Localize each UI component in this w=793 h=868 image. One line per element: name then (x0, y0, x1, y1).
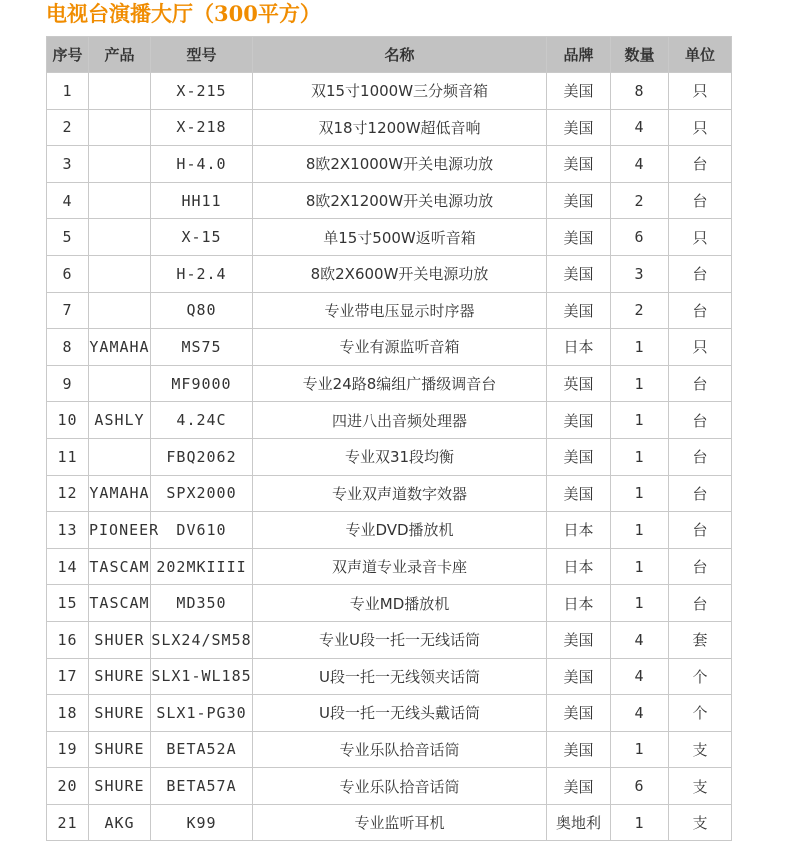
cell-no: 10 (47, 402, 89, 439)
cell-brand: 美国 (547, 438, 611, 475)
cell-qty: 4 (611, 695, 669, 732)
cell-name: 专业DVD播放机 (253, 512, 547, 549)
cell-product (89, 109, 151, 146)
cell-brand: 美国 (547, 658, 611, 695)
cell-brand: 美国 (547, 768, 611, 805)
table-row (47, 768, 732, 805)
cell-no: 6 (47, 255, 89, 292)
cell-model: H-4.0 (151, 146, 253, 183)
cell-brand: 美国 (547, 402, 611, 439)
cell-qty: 1 (611, 365, 669, 402)
cell-name: 专业监听耳机 (253, 804, 547, 841)
cell-unit: 套 (669, 621, 732, 658)
cell-product (89, 255, 151, 292)
cell-name: 8欧2X1000W开关电源功放 (253, 146, 547, 183)
table-row (47, 695, 732, 732)
cell-model: SLX1-PG30 (151, 695, 253, 732)
cell-unit: 台 (669, 585, 732, 622)
cell-unit: 台 (669, 475, 732, 512)
table-row (47, 255, 732, 292)
cell-model: 202MKIIII (151, 548, 253, 585)
table-row (47, 512, 732, 549)
cell-qty: 1 (611, 731, 669, 768)
cell-brand: 奥地利 (547, 804, 611, 841)
cell-model: HH11 (151, 182, 253, 219)
cell-name: 专业双声道数字效器 (253, 475, 547, 512)
header-name: 名称 (253, 37, 547, 73)
cell-no: 9 (47, 365, 89, 402)
cell-brand: 美国 (547, 73, 611, 110)
cell-model: Q80 (151, 292, 253, 329)
cell-model: MF9000 (151, 365, 253, 402)
cell-product: YAMAHA (89, 475, 151, 512)
cell-qty: 8 (611, 73, 669, 110)
cell-no: 16 (47, 621, 89, 658)
cell-no: 8 (47, 329, 89, 366)
cell-qty: 1 (611, 804, 669, 841)
cell-name: 专业乐队拾音话筒 (253, 731, 547, 768)
cell-qty: 4 (611, 621, 669, 658)
cell-unit: 台 (669, 146, 732, 183)
table-row (47, 219, 732, 256)
cell-product: SHUER (89, 621, 151, 658)
cell-product: TASCAM (89, 548, 151, 585)
cell-product: ASHLY (89, 402, 151, 439)
cell-unit: 支 (669, 731, 732, 768)
cell-product: AKG (89, 804, 151, 841)
cell-product: TASCAM (89, 585, 151, 622)
table-row (47, 365, 732, 402)
cell-product: SHURE (89, 658, 151, 695)
cell-brand: 美国 (547, 255, 611, 292)
cell-qty: 1 (611, 438, 669, 475)
cell-brand: 美国 (547, 731, 611, 768)
cell-name: 8欧2X600W开关电源功放 (253, 255, 547, 292)
table-row (47, 109, 732, 146)
cell-unit: 台 (669, 255, 732, 292)
cell-qty: 4 (611, 146, 669, 183)
cell-name: 专业带电压显示时序器 (253, 292, 547, 329)
cell-unit: 个 (669, 695, 732, 732)
cell-brand: 美国 (547, 146, 611, 183)
cell-no: 13 (47, 512, 89, 549)
table-header-row (47, 37, 732, 73)
table-row (47, 182, 732, 219)
cell-qty: 1 (611, 512, 669, 549)
cell-name: 专业24路8编组广播级调音台 (253, 365, 547, 402)
cell-no: 3 (47, 146, 89, 183)
cell-qty: 2 (611, 292, 669, 329)
cell-unit: 个 (669, 658, 732, 695)
cell-model: FBQ2062 (151, 438, 253, 475)
cell-no: 7 (47, 292, 89, 329)
cell-unit: 支 (669, 768, 732, 805)
cell-no: 17 (47, 658, 89, 695)
header-unit: 单位 (669, 37, 732, 73)
cell-qty: 2 (611, 182, 669, 219)
cell-name: U段一托一无线头戴话筒 (253, 695, 547, 732)
table-body (47, 73, 732, 841)
cell-qty: 1 (611, 402, 669, 439)
cell-unit: 支 (669, 804, 732, 841)
cell-brand: 日本 (547, 548, 611, 585)
table-row (47, 621, 732, 658)
cell-qty: 4 (611, 109, 669, 146)
header-product: 产品 (89, 37, 151, 73)
cell-no: 19 (47, 731, 89, 768)
cell-unit: 只 (669, 109, 732, 146)
cell-qty: 6 (611, 219, 669, 256)
cell-model: X-15 (151, 219, 253, 256)
cell-name: 专业乐队拾音话筒 (253, 768, 547, 805)
cell-qty: 6 (611, 768, 669, 805)
cell-unit: 台 (669, 402, 732, 439)
cell-unit: 只 (669, 219, 732, 256)
cell-product (89, 365, 151, 402)
cell-model: MD350 (151, 585, 253, 622)
cell-brand: 日本 (547, 585, 611, 622)
cell-qty: 3 (611, 255, 669, 292)
cell-qty: 1 (611, 329, 669, 366)
cell-name: 双15寸1000W三分频音箱 (253, 73, 547, 110)
header-model: 型号 (151, 37, 253, 73)
cell-model: K99 (151, 804, 253, 841)
cell-model: BETA52A (151, 731, 253, 768)
header-no: 序号 (47, 37, 89, 73)
cell-unit: 只 (669, 73, 732, 110)
table-row (47, 329, 732, 366)
cell-name: 四进八出音频处理器 (253, 402, 547, 439)
cell-name: U段一托一无线领夹话筒 (253, 658, 547, 695)
table-row (47, 146, 732, 183)
cell-product: SHURE (89, 768, 151, 805)
cell-name: 专业双31段均衡 (253, 438, 547, 475)
cell-no: 4 (47, 182, 89, 219)
table-row (47, 402, 732, 439)
cell-unit: 台 (669, 512, 732, 549)
cell-brand: 美国 (547, 219, 611, 256)
cell-brand: 美国 (547, 475, 611, 512)
cell-model: 4.24C (151, 402, 253, 439)
cell-brand: 美国 (547, 182, 611, 219)
cell-model: SPX2000 (151, 475, 253, 512)
cell-model: MS75 (151, 329, 253, 366)
cell-brand: 日本 (547, 512, 611, 549)
page-title: 电视台演播大厅（300平方） (46, 1, 321, 26)
cell-brand: 美国 (547, 292, 611, 329)
table-row (47, 658, 732, 695)
cell-brand: 美国 (547, 695, 611, 732)
cell-product (89, 219, 151, 256)
cell-product (89, 292, 151, 329)
cell-no: 5 (47, 219, 89, 256)
cell-name: 专业U段一托一无线话筒 (253, 621, 547, 658)
cell-name: 专业MD播放机 (253, 585, 547, 622)
cell-unit: 台 (669, 438, 732, 475)
cell-no: 12 (47, 475, 89, 512)
cell-name: 双声道专业录音卡座 (253, 548, 547, 585)
table-row (47, 475, 732, 512)
cell-unit: 台 (669, 182, 732, 219)
cell-unit: 台 (669, 365, 732, 402)
cell-product: PIONEER (89, 512, 151, 549)
cell-name: 专业有源监听音箱 (253, 329, 547, 366)
cell-no: 21 (47, 804, 89, 841)
cell-qty: 1 (611, 475, 669, 512)
table-row (47, 804, 732, 841)
equipment-table (46, 36, 732, 841)
cell-brand: 美国 (547, 621, 611, 658)
cell-name: 8欧2X1200W开关电源功放 (253, 182, 547, 219)
cell-unit: 台 (669, 548, 732, 585)
cell-product: YAMAHA (89, 329, 151, 366)
cell-qty: 4 (611, 658, 669, 695)
cell-model: H-2.4 (151, 255, 253, 292)
header-brand: 品牌 (547, 37, 611, 73)
cell-no: 20 (47, 768, 89, 805)
cell-qty: 1 (611, 585, 669, 622)
cell-product (89, 73, 151, 110)
table-row (47, 585, 732, 622)
cell-no: 18 (47, 695, 89, 732)
cell-model: SLX24/SM58 (151, 621, 253, 658)
cell-name: 双18寸1200W超低音响 (253, 109, 547, 146)
cell-no: 11 (47, 438, 89, 475)
cell-product: SHURE (89, 695, 151, 732)
cell-no: 15 (47, 585, 89, 622)
cell-product: SHURE (89, 731, 151, 768)
cell-name: 单15寸500W返听音箱 (253, 219, 547, 256)
cell-qty: 1 (611, 548, 669, 585)
cell-no: 14 (47, 548, 89, 585)
cell-model: BETA57A (151, 768, 253, 805)
cell-unit: 台 (669, 292, 732, 329)
cell-no: 2 (47, 109, 89, 146)
cell-brand: 美国 (547, 109, 611, 146)
cell-brand: 日本 (547, 329, 611, 366)
table-row (47, 73, 732, 110)
cell-brand: 英国 (547, 365, 611, 402)
table-row (47, 731, 732, 768)
cell-model: X-215 (151, 73, 253, 110)
table-row (47, 292, 732, 329)
header-qty: 数量 (611, 37, 669, 73)
table-row (47, 438, 732, 475)
cell-no: 1 (47, 73, 89, 110)
cell-model: DV610 (151, 512, 253, 549)
cell-product (89, 182, 151, 219)
cell-model: X-218 (151, 109, 253, 146)
cell-product (89, 438, 151, 475)
table-row (47, 548, 732, 585)
cell-model: SLX1-WL185 (151, 658, 253, 695)
cell-unit: 只 (669, 329, 732, 366)
cell-product (89, 146, 151, 183)
